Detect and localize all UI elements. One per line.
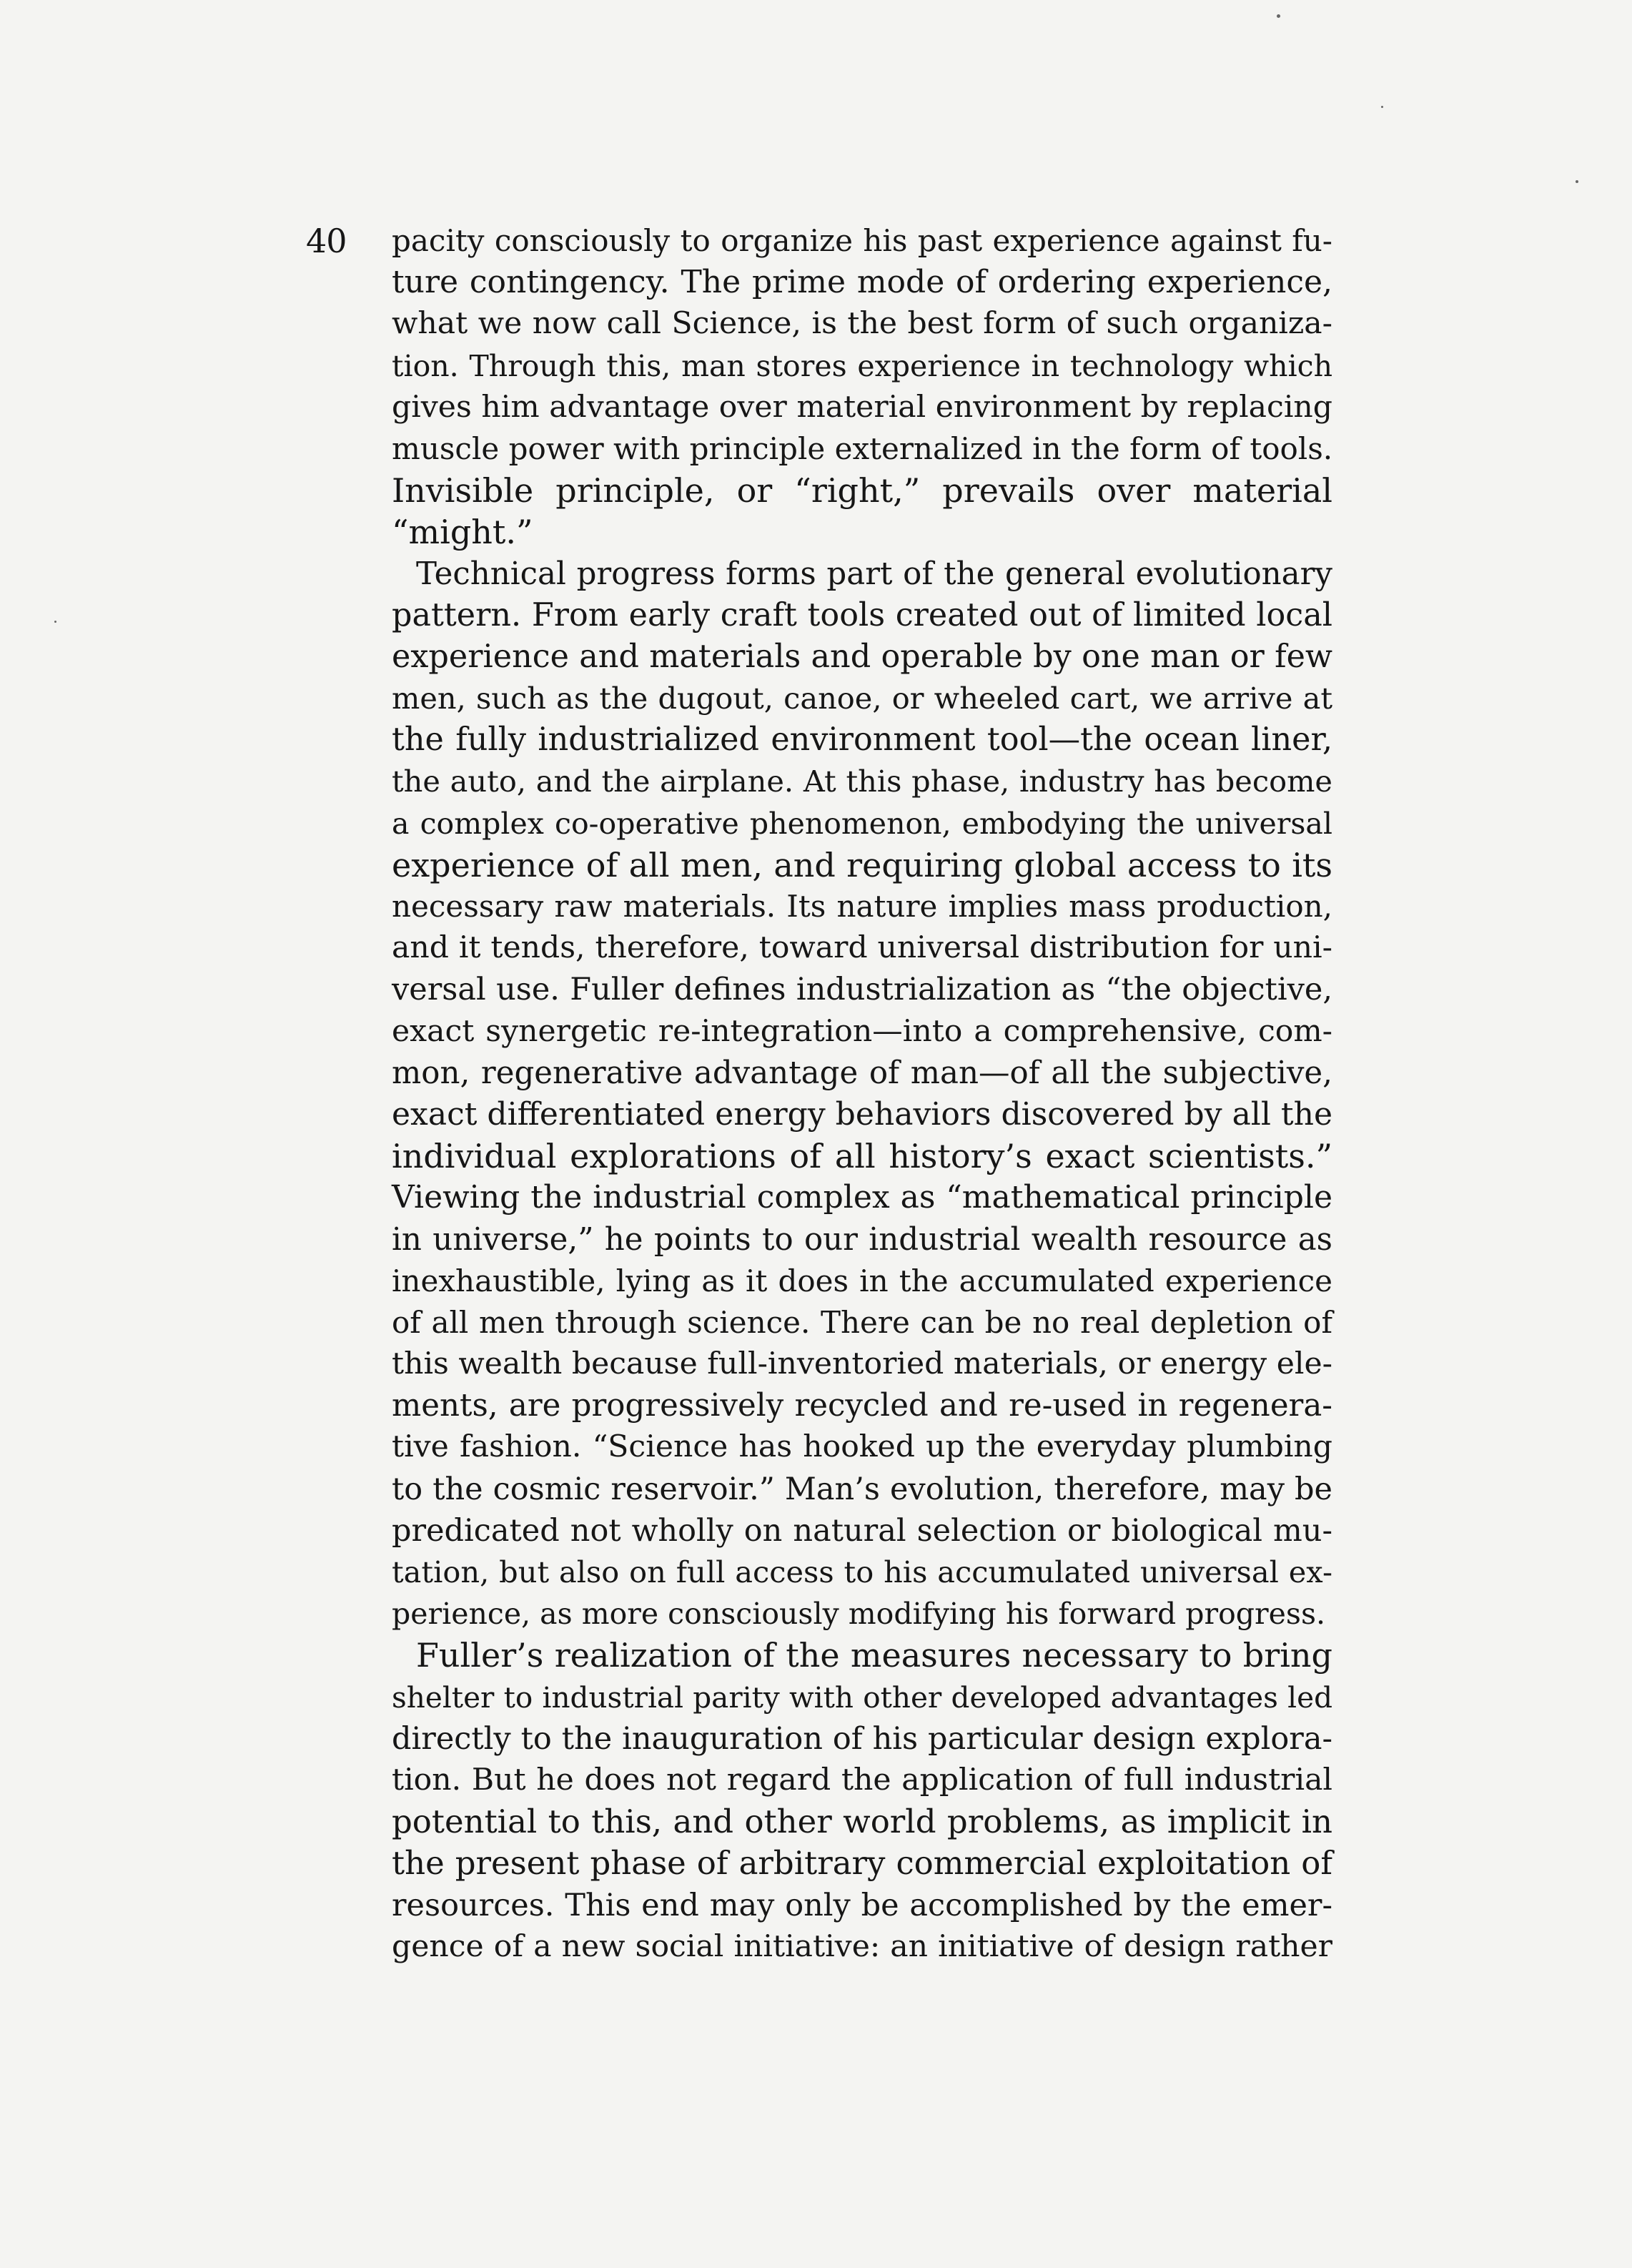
text-line: men, such as the dugout, canoe, or wheeled cart, we arrive at xyxy=(392,681,1332,716)
text-line: mon, regenerative advantage of man—of all the subjective, xyxy=(392,1055,1332,1091)
text-line: gence of a new social initiative: an initiative of design rather xyxy=(392,1928,1332,1964)
text-line: a complex co-operative phenomenon, embodying the universal xyxy=(392,806,1332,841)
text-line: tion. Through this, man stores experience in technology which xyxy=(392,348,1332,383)
text-line: tation, but also on full access to his accumulated universal ex- xyxy=(392,1554,1332,1589)
text-line: the fully industrialized environment tool—the ocean liner, xyxy=(392,721,1332,759)
text-line: muscle power with principle externalized in the form of tools. xyxy=(392,430,1333,466)
text-line: individual explorations of all history’s exact scientists.” xyxy=(392,1137,1332,1176)
text-line: inexhaustible, lying as it does in the accumulated experience xyxy=(392,1263,1332,1298)
text-line: perience, as more consciously modifying his forward progress. xyxy=(392,1597,1326,1632)
scan-speck xyxy=(1381,106,1383,108)
text-line: potential to this, and other world problems, as implicit in xyxy=(392,1803,1332,1841)
text-line: tion. But he does not regard the application of full industrial xyxy=(392,1762,1332,1798)
text-line: Invisible principle, or “right,” prevails over material xyxy=(392,471,1332,511)
text-line: exact synergetic re-integration—into a comprehensive, com- xyxy=(392,1013,1332,1049)
text-line: necessary raw materials. Its nature implies mass production, xyxy=(392,889,1332,924)
text-line: to the cosmic reservoir.” Man’s evolution, therefore, may be xyxy=(392,1471,1332,1507)
text-line: resources. This end may only be accomplished by the emer- xyxy=(392,1887,1332,1923)
text-line: Viewing the industrial complex as “mathematical principle xyxy=(392,1179,1332,1216)
text-line: pacity consciously to organize his past experience against fu- xyxy=(392,223,1332,258)
scan-speck xyxy=(54,621,56,623)
text-line: exact differentiated energy behaviors discovered by all the xyxy=(392,1095,1332,1133)
text-line: in universe,” he points to our industrial wealth resource as xyxy=(392,1221,1332,1258)
text-line: ture contingency. The prime mode of ordering experience, xyxy=(392,264,1332,301)
page-number: 40 xyxy=(306,222,347,260)
scan-speck xyxy=(1576,180,1578,183)
text-line: Fuller’s realization of the measures necessary to bring xyxy=(416,1636,1332,1675)
text-line: the auto, and the airplane. At this phase, industry has become xyxy=(392,764,1332,799)
text-line: the present phase of arbitrary commercial exploitation of xyxy=(392,1844,1332,1883)
text-line: versal use. Fuller defines industrialization as “the objective, xyxy=(392,972,1332,1008)
text-line: gives him advantage over material environment by replacing xyxy=(392,389,1332,425)
text-line: “might.” xyxy=(392,513,533,552)
scan-speck xyxy=(1277,14,1280,18)
text-line: ments, are progressively recycled and re-used in regenera- xyxy=(392,1388,1332,1424)
text-line: pattern. From early craft tools created out of limited local xyxy=(392,596,1332,633)
text-line: experience and materials and operable by one man or few xyxy=(392,638,1332,675)
text-line: Technical progress forms part of the general evolutionary xyxy=(416,556,1332,592)
text-line: and it tends, therefore, toward universal distribution for uni- xyxy=(392,930,1332,966)
text-line: shelter to industrial parity with other developed advantages led xyxy=(392,1680,1332,1715)
text-line: tive fashion. “Science has hooked up the everyday plumbing xyxy=(392,1429,1332,1465)
text-line: what we now call Science, is the best form of such organiza- xyxy=(392,306,1332,342)
text-line: directly to the inauguration of his particular design explora- xyxy=(392,1720,1332,1757)
text-line: predicated not wholly on natural selection or biological mu- xyxy=(392,1512,1332,1549)
text-line: of all men through science. There can be no real depletion of xyxy=(392,1304,1332,1340)
body-text xyxy=(392,220,1332,1968)
text-line: this wealth because full-inventoried materials, or energy ele- xyxy=(392,1346,1332,1382)
text-line: experience of all men, and requiring global access to its xyxy=(392,845,1332,884)
